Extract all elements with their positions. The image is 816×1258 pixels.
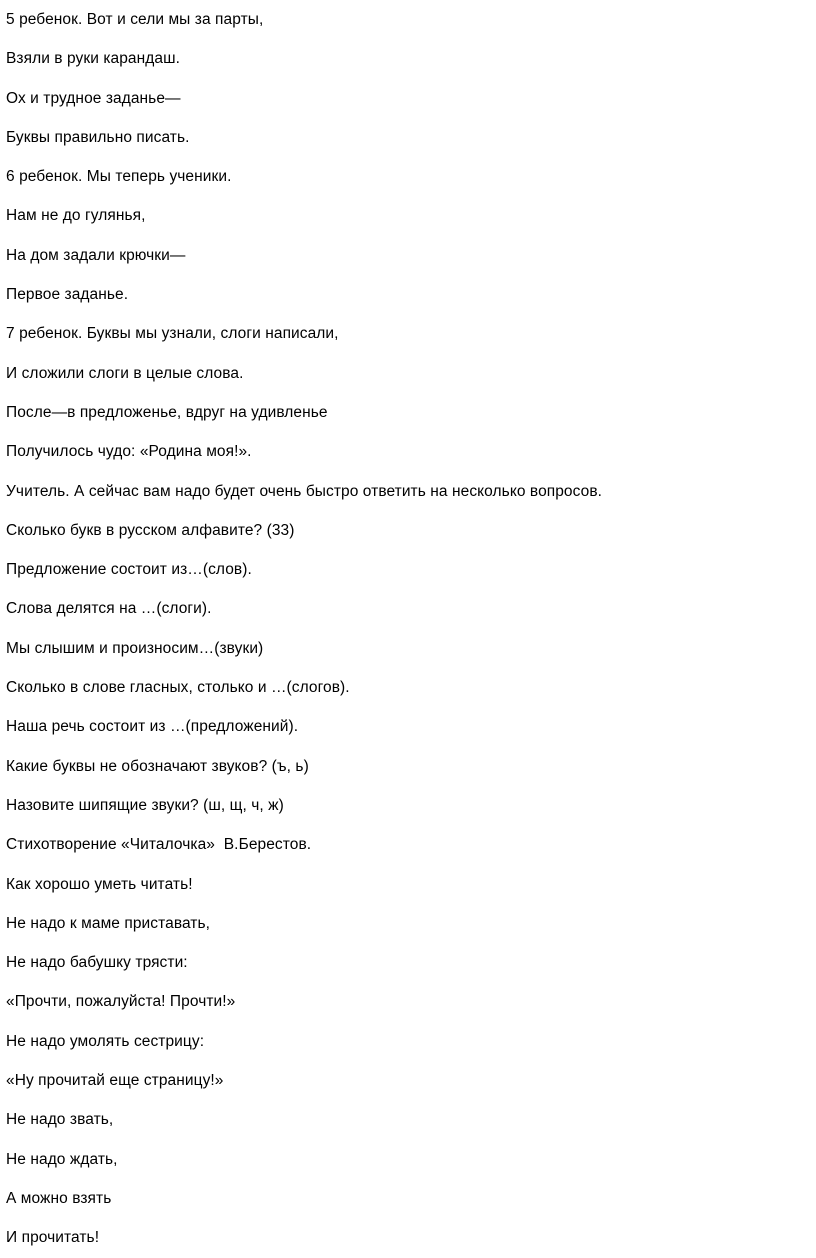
- text-line: На дом задали крючки—: [6, 246, 186, 264]
- document-text-body: [6, 0, 810, 1258]
- text-line: 7 ребенок. Буквы мы узнали, слоги написали,: [6, 325, 339, 343]
- text-line: Сколько букв в русском алфавите? (33): [6, 521, 295, 539]
- text-line: Взяли в руки карандаш.: [6, 50, 180, 68]
- text-line: Наша речь состоит из …(предложений).: [6, 718, 299, 736]
- text-line: И сложили слоги в целые слова.: [6, 364, 244, 382]
- text-line: Мы слышим и произносим…(звуки): [6, 639, 264, 657]
- text-line: Какие буквы не обозначают звуков? (ъ, ь): [6, 757, 309, 775]
- text-line: Стихотворение «Читалочка» В.Берестов.: [6, 836, 312, 854]
- text-line: Назовите шипящие звуки? (ш, щ, ч, ж): [6, 796, 284, 814]
- text-line: А можно взять: [6, 1189, 112, 1207]
- text-line: «Прочти, пожалуйста! Прочти!»: [6, 993, 236, 1011]
- text-line: Нам не до гулянья,: [6, 207, 146, 225]
- text-line: Не надо ждать,: [6, 1150, 118, 1168]
- text-line: Сколько в слове гласных, столько и …(слогов).: [6, 679, 350, 697]
- text-line: «Ну прочитай еще страницу!»: [6, 1072, 224, 1090]
- text-line: Получилось чудо: «Родина моя!».: [6, 443, 252, 461]
- text-line: Буквы правильно писать.: [6, 128, 190, 146]
- text-line: Не надо умолять сестрицу:: [6, 1032, 205, 1050]
- text-line: Предложение состоит из…(слов).: [6, 561, 252, 579]
- text-line: 6 ребенок. Мы теперь ученики.: [6, 168, 232, 186]
- text-line: Слова делятся на …(слоги).: [6, 600, 212, 618]
- text-line: Учитель. А сейчас вам надо будет очень быстро ответить на несколько вопросов.: [6, 482, 603, 500]
- text-line: Первое заданье.: [6, 286, 129, 304]
- text-line: И прочитать!: [6, 1229, 100, 1247]
- text-line: Как хорошо уметь читать!: [6, 875, 193, 893]
- text-line: Не надо к маме приставать,: [6, 914, 211, 932]
- text-line: Ох и трудное заданье—: [6, 89, 181, 107]
- text-line: Не надо звать,: [6, 1111, 114, 1129]
- text-line: После—в предложенье, вдруг на удивленье: [6, 403, 328, 421]
- text-line: Не надо бабушку трясти:: [6, 954, 188, 972]
- text-line: 5 ребенок. Вот и сели мы за парты,: [6, 11, 264, 28]
